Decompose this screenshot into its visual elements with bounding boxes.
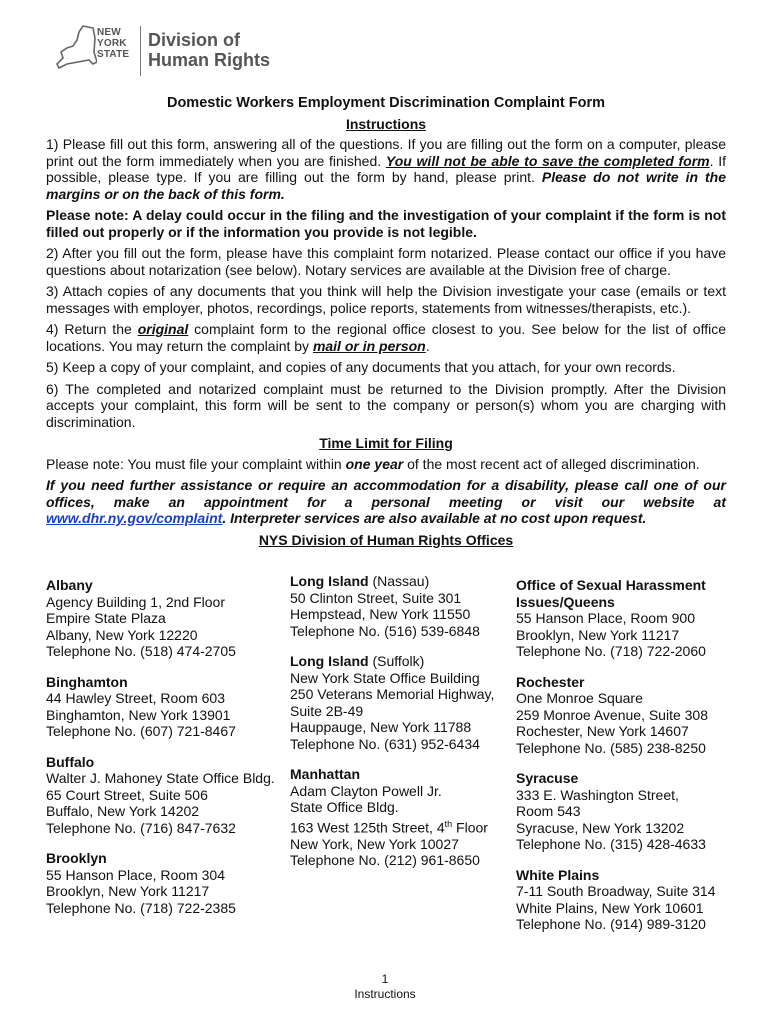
office-line: Buffalo, New York 14202	[46, 803, 200, 819]
instruction-1-text: . If possible, please type. If you are filling out the form by hand, please print.	[46, 152, 726, 185]
office-line: Binghamton, New York 13901	[46, 706, 231, 723]
office-rochester	[516, 674, 736, 757]
instruction-1-emphasis: You will not be able to save the completed form	[385, 152, 710, 169]
new-york-state-map-icon	[53, 24, 97, 74]
office-name: Office of Sexual Harassment	[516, 577, 706, 593]
office-line: 259 Monroe Avenue, Suite 308	[516, 706, 709, 723]
delay-note: Please note: A delay could occur in the filing and the investigation of your complaint if the form is not filled out properly or if the information you provide is not legible.	[46, 207, 726, 240]
office-line: 50 Clinton Street, Suite 301	[290, 589, 462, 606]
time-limit-text: of the most recent act of alleged discrimination.	[403, 455, 700, 472]
instruction-5: 5) Keep a copy of your complaint, and copies of any documents that you attach, for your own records.	[46, 359, 676, 375]
office-name: Albany	[46, 577, 93, 593]
logo-state-line: STATE	[97, 49, 130, 60]
office-line: 333 E. Washington Street,	[516, 786, 679, 803]
office-line: New York, New York 10027	[290, 835, 459, 852]
office-syracuse	[516, 770, 736, 853]
page-number: 1	[381, 972, 389, 986]
office-line: One Monroe Square	[516, 690, 643, 706]
office-line: State Office Bldg.	[290, 799, 399, 815]
office-name-sub: (Nassau)	[368, 573, 430, 589]
office-phone: Telephone No. (518) 474-2705	[46, 643, 236, 659]
office-line: 65 Court Street, Suite 506	[46, 786, 208, 803]
assistance-text: If you need further assistance or require an accommodation for a disability, please call one of our offices, make an appointment for a personal meeting or visit our website at	[46, 477, 726, 510]
office-line: 55 Hanson Place, Room 900	[516, 610, 695, 626]
instruction-1	[46, 136, 726, 202]
office-street: Floor	[452, 819, 488, 836]
office-column	[516, 577, 736, 947]
office-name	[290, 653, 516, 670]
office-name	[290, 573, 516, 590]
office-street: 163 West 125th Street, 4	[290, 819, 445, 836]
office-line: 250 Veterans Memorial Highway,	[290, 686, 495, 702]
office-phone: Telephone No. (516) 539-6848	[290, 622, 480, 639]
office-name: Issues/Queens	[516, 593, 615, 610]
instruction-4-emphasis: original	[137, 321, 189, 337]
office-name: Manhattan	[290, 766, 360, 782]
office-column	[46, 577, 276, 930]
time-limit-note	[46, 456, 726, 473]
office-name-sub: (Suffolk)	[368, 653, 425, 669]
office-phone: Telephone No. (718) 722-2060	[516, 643, 706, 659]
form-title: Domestic Workers Employment Discrimination Complaint Form	[166, 95, 606, 111]
office-long-island-nassau	[290, 573, 516, 639]
office-line: Syracuse, New York 13202	[516, 819, 685, 836]
logo-divider	[140, 26, 141, 76]
office-phone: Telephone No. (607) 721-8467	[46, 723, 236, 739]
office-phone: Telephone No. (716) 847-7632	[46, 819, 236, 836]
office-line: Brooklyn, New York 11217	[516, 626, 680, 643]
logo-state-line: NEW	[97, 27, 121, 38]
office-buffalo	[46, 754, 276, 837]
office-line: 44 Hawley Street, Room 603	[46, 690, 225, 706]
page-footer	[0, 972, 770, 1002]
office-phone: Telephone No. (585) 238-8250	[516, 739, 706, 756]
office-sexual-harassment-queens	[516, 577, 736, 660]
instruction-4-text: complaint form to the regional office closest to you. See below for the list of office locations. You may return the complaint by	[46, 321, 726, 354]
office-long-island-suffolk	[290, 653, 516, 752]
instructions-heading: Instructions	[345, 115, 427, 132]
instruction-4	[46, 321, 726, 354]
instruction-2: 2) After you fill out the form, please have this complaint form notarized. Please contact our office if you have questions about notarization (see below). Notary services are available at the Division free of charge.	[46, 245, 726, 278]
office-name: White Plains	[516, 866, 600, 883]
office-line: Suite 2B-49	[290, 702, 364, 719]
offices-heading: NYS Division of Human Rights Offices	[258, 531, 514, 548]
office-line: Walter J. Mahoney State Office Bldg.	[46, 770, 275, 786]
instruction-1-text: 1) Please fill out this form, answering all of the questions. If you are filling out the form on a computer, please print out the form immediately when you are finished.	[46, 136, 726, 169]
office-line: Room 543	[516, 803, 581, 819]
office-name: Rochester	[516, 673, 585, 690]
complaint-website-link[interactable]: www.dhr.ny.gov/complaint	[46, 510, 223, 526]
instruction-3: 3) Attach copies of any documents that you think will help the Division investigate your case (emails or text messages with employer, photos, recordings, police reports, statements from witnesses/therapists, etc.).	[46, 283, 726, 316]
office-street-ordinal: th	[444, 818, 453, 829]
agency-name-line: Human Rights	[148, 50, 271, 70]
office-name: Buffalo	[46, 753, 95, 770]
instruction-6: 6) The completed and notarized complaint must be returned to the Division promptly. After the Division accepts your complaint, this form will be sent to the company or person(s) whom you are charging with discrimination.	[46, 380, 726, 430]
office-name-text: Long Island	[290, 573, 369, 589]
instruction-4-emphasis: mail or in person	[312, 337, 426, 354]
office-line: 7-11 South Broadway, Suite 314	[516, 883, 716, 899]
office-binghamton	[46, 674, 276, 740]
time-limit-text: Please note: You must file your complaint within	[46, 455, 346, 472]
office-line: New York State Office Building	[290, 669, 480, 686]
office-phone: Telephone No. (631) 952-6434	[290, 735, 480, 752]
office-phone: Telephone No. (914) 989-3120	[516, 916, 706, 932]
logo-state-line: YORK	[97, 38, 127, 49]
office-line: Adam Clayton Powell Jr.	[290, 782, 442, 799]
office-line: Hempstead, New York 11550	[290, 606, 471, 622]
office-brooklyn	[46, 850, 276, 916]
page-label: Instructions	[354, 987, 416, 1001]
office-white-plains	[516, 867, 736, 933]
assistance-text: . Interpreter services are also available at no cost upon request.	[222, 510, 647, 526]
office-phone: Telephone No. (718) 722-2385	[46, 899, 236, 916]
assistance-note	[46, 477, 726, 527]
time-limit-heading: Time Limit for Filing	[319, 435, 453, 451]
office-line: Albany, New York 12220	[46, 626, 198, 643]
office-line: Rochester, New York 14607	[516, 723, 689, 739]
office-name: Binghamton	[46, 673, 128, 690]
instruction-4-text: .	[425, 337, 430, 354]
office-column	[290, 573, 516, 883]
office-line: Brooklyn, New York 11217	[46, 883, 210, 899]
office-line: Empire State Plaza	[46, 610, 166, 626]
office-name: Syracuse	[516, 770, 579, 786]
agency-name-line: Division of	[148, 30, 241, 50]
office-phone: Telephone No. (212) 961-8650	[290, 852, 480, 869]
office-name: Brooklyn	[46, 850, 107, 866]
office-albany	[46, 577, 276, 660]
office-line	[290, 816, 516, 836]
office-line: Agency Building 1, 2nd Floor	[46, 593, 225, 610]
time-limit-emphasis: one year	[345, 455, 404, 472]
office-line: White Plains, New York 10601	[516, 899, 704, 916]
office-manhattan	[290, 766, 516, 869]
office-name-text: Long Island	[290, 653, 369, 669]
instruction-4-text: 4) Return the	[46, 321, 138, 337]
office-line: 55 Hanson Place, Room 304	[46, 866, 225, 883]
instructions-body	[46, 95, 726, 552]
instruction-1-warning: Please do not write in the margins or on the back of this form.	[46, 169, 726, 202]
office-line: Hauppauge, New York 11788	[290, 719, 472, 735]
office-phone: Telephone No. (315) 428-4633	[516, 836, 706, 852]
